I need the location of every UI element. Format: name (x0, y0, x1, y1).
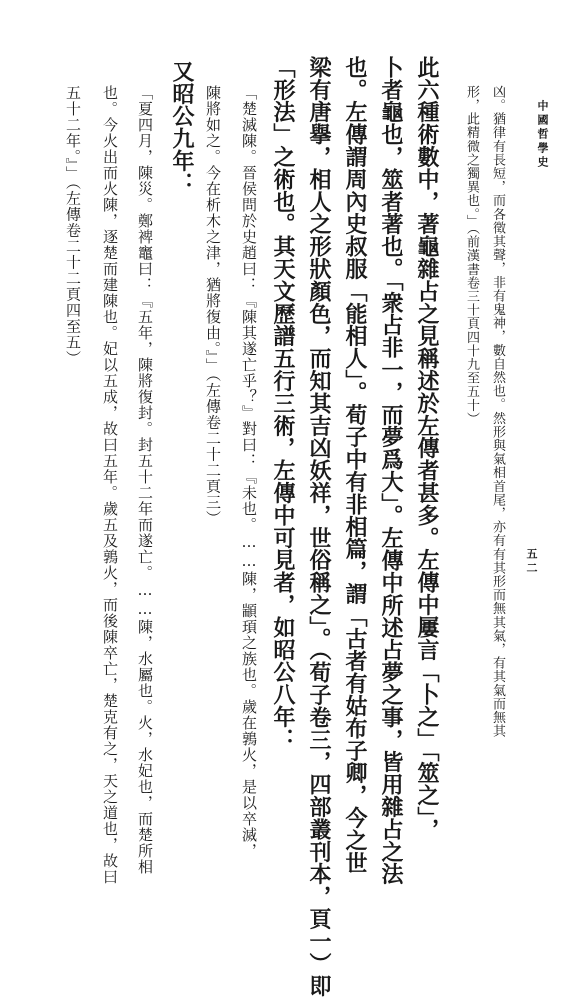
quote-line-4: 陳將如之。今在析木之津，猶將復由。』」（左傳卷二十二頁三） (204, 85, 222, 527)
quote-line-6: 也。今火出而火陳，逐楚而建陳也。妃以五成，故曰五年。歲五及鶉火，而後陳卒亡，楚克有之，天之道也，故曰 (101, 85, 119, 885)
page-number: 五二 (525, 548, 538, 576)
quote-line-3: 「楚滅陳。晉侯問於史趙曰：『陳其遂亡乎？』對曰：『未也。……陳，顓頊之族也。歲在鶉火，是以卒滅， (240, 85, 258, 859)
quote-line-1: 凶。猶律有長短，而各徵其聲，非有鬼神，數自然也。然形與氣相首尾，亦有有其形而無其氣，有其氣而無其 (490, 85, 505, 738)
body-line-2: 卜者龜也，筮者著也。「衆占非一，而夢爲大」。左傳中所述占夢之事，皆用雜占之法 (378, 56, 404, 886)
quote-line-2: 形，此精微之獨異也。」（前漢書卷三十頁四十九至五十） (464, 85, 479, 426)
quote-line-7: 五十二年。』」（左傳卷二十二頁四至五） (64, 85, 82, 367)
body-line-1: 此六種術數中，著龜雜占之見稱述於左傳者甚多。左傳中屢言「卜之」「筮之」， (414, 56, 440, 841)
body-line-4: 梁有唐擧，相人之形狀顏色，而知其吉凶妖祥，世俗稱之」。（荀子卷三，四部叢刊本，頁一）即 (306, 56, 332, 997)
section-heading: 又昭公九年： (169, 60, 195, 195)
body-line-5: 「形法」之術也。其天文歷譜五行三術，左傳中可見者，如昭公八年： (270, 56, 296, 751)
body-line-3: 也。左傳謂周內史叔服「能相人」。荀子中有非相篇，謂「古者有姑布子卿，今之世 (342, 56, 368, 874)
quote-line-5: 「夏四月，陳災。鄭裨竈曰：『五年，陳將復封。封五十二年而遂亡。……陳，水屬也。火，水妃也，而楚所相 (136, 85, 154, 875)
running-header-title: 中國哲學史 (536, 100, 549, 170)
